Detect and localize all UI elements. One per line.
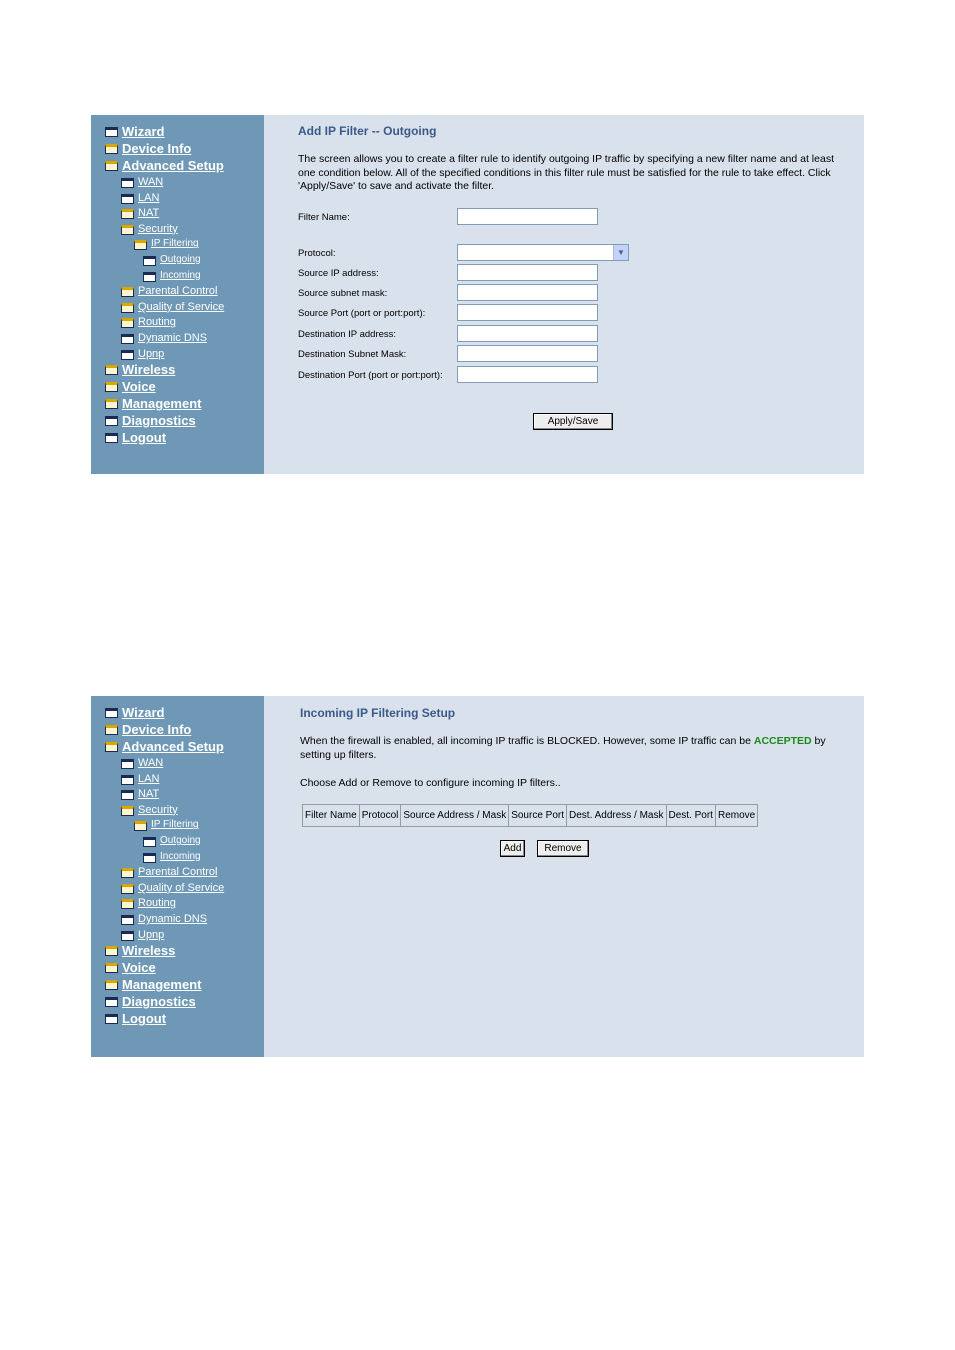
protocol-label: Protocol: bbox=[298, 248, 336, 259]
filter-table bbox=[302, 804, 758, 827]
folder-icon bbox=[105, 997, 118, 1007]
table-header-row bbox=[303, 805, 758, 827]
nav-item-security[interactable] bbox=[104, 802, 264, 818]
folder-open-icon bbox=[105, 725, 118, 735]
folder-icon bbox=[121, 790, 134, 800]
nav-item-routing[interactable] bbox=[104, 895, 264, 911]
nav-link-incoming[interactable]: Incoming bbox=[160, 269, 201, 281]
nav-link-voice[interactable]: Voice bbox=[122, 379, 156, 395]
nav-item-wan[interactable] bbox=[104, 755, 264, 771]
folder-open-icon bbox=[121, 209, 134, 219]
folder-open-icon bbox=[105, 963, 118, 973]
folder-open-icon bbox=[105, 742, 118, 752]
folder-open-icon bbox=[105, 382, 118, 392]
description-text-1: When the firewall is enabled, all incoming IP traffic is BLOCKED. However, some IP traffic can be bbox=[300, 735, 754, 747]
nav-link-device-info[interactable]: Device Info bbox=[122, 141, 192, 156]
nav-link-lan[interactable]: LAN bbox=[138, 772, 160, 785]
nav-link-logout[interactable]: Logout bbox=[122, 430, 167, 446]
accepted-keyword: ACCEPTED bbox=[753, 735, 812, 747]
nav-link-wan[interactable]: WAN bbox=[138, 176, 164, 188]
folder-icon bbox=[121, 178, 134, 188]
nav-item-device-info[interactable] bbox=[104, 721, 264, 738]
nav-link-routing[interactable]: Routing bbox=[138, 897, 176, 910]
remove-button[interactable]: Remove bbox=[537, 840, 589, 857]
nav-menu bbox=[104, 704, 264, 1027]
dest-mask-label: Destination Subnet Mask: bbox=[298, 349, 407, 360]
folder-open-icon bbox=[121, 868, 134, 878]
folder-open-icon bbox=[121, 899, 134, 909]
nav-link-routing[interactable]: Routing bbox=[138, 316, 176, 329]
nav-item-outgoing[interactable] bbox=[104, 833, 264, 849]
nav-link-dynamic-dns[interactable]: Dynamic DNS bbox=[138, 331, 208, 344]
nav-link-wan[interactable]: WAN bbox=[138, 757, 164, 769]
source-ip-input[interactable] bbox=[457, 264, 598, 281]
nav-link-dynamic-dns[interactable]: Dynamic DNS bbox=[138, 912, 208, 925]
source-mask-input[interactable] bbox=[457, 284, 598, 301]
nav-item-dynamic-dns[interactable] bbox=[104, 911, 264, 927]
nav-link-logout[interactable]: Logout bbox=[122, 1011, 167, 1027]
nav-item-quality-of-service[interactable] bbox=[104, 299, 264, 315]
folder-icon bbox=[105, 708, 118, 718]
dest-ip-label: Destination IP address: bbox=[298, 329, 397, 340]
folder-icon bbox=[121, 759, 134, 769]
nav-item-device-info[interactable] bbox=[104, 140, 264, 157]
nav-link-security[interactable]: Security bbox=[138, 222, 178, 235]
folder-icon bbox=[143, 853, 156, 863]
source-ip-label: Source IP address: bbox=[298, 268, 379, 279]
nav-link-ip-filtering[interactable]: IP Filtering bbox=[151, 819, 199, 831]
folder-open-icon bbox=[121, 287, 134, 297]
nav-link-lan[interactable]: LAN bbox=[138, 191, 160, 204]
nav-link-diagnostics[interactable]: Diagnostics bbox=[122, 413, 196, 429]
nav-item-routing[interactable] bbox=[104, 314, 264, 330]
nav-link-upnp[interactable]: Upnp bbox=[138, 928, 165, 941]
nav-link-outgoing[interactable]: Outgoing bbox=[160, 834, 201, 846]
add-button[interactable]: Add bbox=[500, 840, 525, 857]
nav-item-parental-control[interactable] bbox=[104, 864, 264, 880]
folder-icon bbox=[105, 127, 118, 137]
nav-link-parental-control[interactable]: Parental Control bbox=[138, 866, 218, 879]
folder-icon bbox=[121, 194, 134, 204]
nav-link-incoming[interactable]: Incoming bbox=[160, 850, 201, 862]
nav-link-ip-filtering[interactable]: IP Filtering bbox=[151, 238, 199, 250]
column-header: Protocol bbox=[359, 805, 401, 827]
folder-icon bbox=[121, 350, 134, 360]
dest-mask-input[interactable] bbox=[457, 345, 598, 362]
nav-item-dynamic-dns[interactable] bbox=[104, 330, 264, 346]
folder-icon bbox=[121, 915, 134, 925]
nav-item-advanced-setup[interactable] bbox=[104, 157, 264, 174]
folder-open-icon bbox=[134, 240, 147, 250]
nav-link-voice[interactable]: Voice bbox=[122, 960, 156, 976]
nav-item-management[interactable] bbox=[104, 976, 264, 993]
nav-item-ip-filtering[interactable] bbox=[104, 817, 264, 833]
nav-item-voice[interactable] bbox=[104, 959, 264, 976]
filter-name-label: Filter Name: bbox=[298, 212, 350, 223]
nav-link-upnp[interactable]: Upnp bbox=[138, 347, 165, 360]
column-header: Remove bbox=[715, 805, 757, 827]
folder-open-icon bbox=[105, 161, 118, 171]
filter-name-input[interactable] bbox=[457, 208, 598, 225]
nav-item-parental-control[interactable] bbox=[104, 283, 264, 299]
nav-item-outgoing[interactable] bbox=[104, 252, 264, 268]
nav-link-advanced-setup[interactable]: Advanced Setup bbox=[122, 158, 224, 173]
folder-icon bbox=[143, 256, 156, 266]
nav-item-incoming[interactable] bbox=[104, 268, 264, 284]
nav-item-lan[interactable] bbox=[104, 190, 264, 206]
page-title: Add IP Filter -- Outgoing bbox=[298, 124, 437, 138]
folder-icon bbox=[143, 272, 156, 282]
folder-open-icon bbox=[105, 399, 118, 409]
source-port-input[interactable] bbox=[457, 304, 598, 321]
column-header: Dest. Port bbox=[666, 805, 715, 827]
nav-link-wireless[interactable]: Wireless bbox=[122, 943, 176, 959]
folder-icon bbox=[105, 416, 118, 426]
nav-link-wizard[interactable]: Wizard bbox=[122, 705, 165, 720]
dest-port-label: Destination Port (port or port:port): bbox=[298, 370, 443, 381]
nav-link-management[interactable]: Management bbox=[122, 396, 202, 412]
folder-open-icon bbox=[121, 318, 134, 328]
folder-icon bbox=[143, 837, 156, 847]
nav-link-parental-control[interactable]: Parental Control bbox=[138, 285, 218, 298]
page-title: Incoming IP Filtering Setup bbox=[300, 706, 456, 720]
folder-open-icon bbox=[105, 365, 118, 375]
source-port-label: Source Port (port or port:port): bbox=[298, 308, 426, 319]
page-description bbox=[300, 735, 850, 762]
nav-item-incoming[interactable] bbox=[104, 849, 264, 865]
nav-item-lan[interactable] bbox=[104, 771, 264, 787]
nav-item-upnp[interactable] bbox=[104, 927, 264, 943]
nav-link-nat[interactable]: NAT bbox=[138, 207, 160, 220]
sidebar bbox=[91, 115, 264, 474]
nav-item-wireless[interactable] bbox=[104, 942, 264, 959]
folder-open-icon bbox=[121, 225, 134, 235]
nav-item-upnp[interactable] bbox=[104, 346, 264, 362]
nav-item-ip-filtering[interactable] bbox=[104, 236, 264, 252]
outgoing-filter-screen bbox=[91, 115, 864, 474]
column-header: Source Address / Mask bbox=[401, 805, 509, 827]
protocol-select[interactable] bbox=[457, 244, 629, 261]
nav-link-quality-of-service[interactable]: Quality of Service bbox=[138, 300, 225, 313]
nav-link-outgoing[interactable]: Outgoing bbox=[160, 253, 201, 265]
column-header: Source Port bbox=[509, 805, 567, 827]
nav-item-voice[interactable] bbox=[104, 378, 264, 395]
column-header: Dest. Address / Mask bbox=[567, 805, 666, 827]
nav-link-security[interactable]: Security bbox=[138, 803, 178, 816]
folder-open-icon bbox=[105, 144, 118, 154]
nav-item-management[interactable] bbox=[104, 395, 264, 412]
folder-icon bbox=[105, 1014, 118, 1024]
nav-item-wan[interactable] bbox=[104, 174, 264, 190]
source-mask-label: Source subnet mask: bbox=[298, 288, 388, 299]
nav-link-quality-of-service[interactable]: Quality of Service bbox=[138, 881, 225, 894]
folder-open-icon bbox=[121, 884, 134, 894]
page-description: The screen allows you to create a filter rule to identify outgoing IP traffic by specifying a new filter name and at least one condition below. All of the specified conditions in this filter rule must be satisfied for the rule to take effect. Click 'Apply/Save' to save and activate the filter. bbox=[298, 153, 834, 192]
nav-item-nat[interactable] bbox=[104, 205, 264, 221]
folder-open-icon bbox=[105, 980, 118, 990]
apply-save-button[interactable]: Apply/Save bbox=[533, 413, 613, 430]
nav-link-wizard[interactable]: Wizard bbox=[122, 124, 165, 139]
folder-open-icon bbox=[134, 821, 147, 831]
folder-open-icon bbox=[121, 806, 134, 816]
nav-item-logout[interactable] bbox=[104, 429, 264, 446]
folder-icon bbox=[121, 334, 134, 344]
nav-item-logout[interactable] bbox=[104, 1010, 264, 1027]
nav-link-device-info[interactable]: Device Info bbox=[122, 722, 192, 737]
folder-icon bbox=[121, 931, 134, 941]
nav-item-diagnostics[interactable] bbox=[104, 993, 264, 1010]
folder-icon bbox=[121, 775, 134, 785]
nav-link-management[interactable]: Management bbox=[122, 977, 202, 993]
nav-link-diagnostics[interactable]: Diagnostics bbox=[122, 994, 196, 1010]
choose-instruction: Choose Add or Remove to configure incoming IP filters.. bbox=[300, 777, 561, 789]
dest-port-input[interactable] bbox=[457, 366, 598, 383]
folder-open-icon bbox=[121, 303, 134, 313]
nav-item-wizard[interactable] bbox=[104, 123, 264, 140]
folder-icon bbox=[105, 433, 118, 443]
description-text-2: by setting up filters. bbox=[300, 735, 826, 761]
nav-item-nat[interactable] bbox=[104, 786, 264, 802]
folder-open-icon bbox=[105, 946, 118, 956]
nav-item-advanced-setup[interactable] bbox=[104, 738, 264, 755]
nav-item-wireless[interactable] bbox=[104, 361, 264, 378]
nav-item-security[interactable] bbox=[104, 221, 264, 237]
chevron-down-icon[interactable]: ▼ bbox=[613, 245, 628, 260]
nav-item-diagnostics[interactable] bbox=[104, 412, 264, 429]
nav-link-advanced-setup[interactable]: Advanced Setup bbox=[122, 739, 224, 754]
nav-link-wireless[interactable]: Wireless bbox=[122, 362, 176, 378]
nav-link-nat[interactable]: NAT bbox=[138, 788, 160, 801]
nav-item-quality-of-service[interactable] bbox=[104, 880, 264, 896]
dest-ip-input[interactable] bbox=[457, 325, 598, 342]
column-header: Filter Name bbox=[303, 805, 360, 827]
nav-menu bbox=[104, 123, 264, 446]
sidebar bbox=[91, 696, 264, 1057]
nav-item-wizard[interactable] bbox=[104, 704, 264, 721]
incoming-filter-screen bbox=[91, 696, 864, 1057]
